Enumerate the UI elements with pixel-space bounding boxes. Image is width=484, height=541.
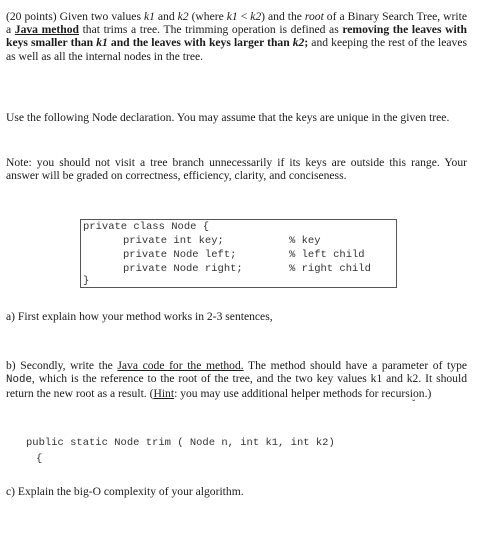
part-b-text: , which is the reference to the root of the tree, and the two key values k1 and k2. It should return the new root as a result. ( (6, 372, 467, 401)
bold-text: removing the leaves with keys smaller than (6, 23, 467, 50)
java-method-emphasis: Java method (14, 23, 79, 37)
java-code-emphasis: Java code for the method. (117, 359, 244, 372)
node-instructions: Use the following Node declaration. You may assume that the keys are unique in the given tree. (6, 111, 450, 124)
where-close-text: ) and the (261, 10, 305, 23)
trim-method-signature: public static Node trim ( Node n, int k1, int k2) (26, 437, 335, 449)
code-line: private Node left; (123, 249, 237, 261)
lt-text: < (237, 10, 251, 23)
bst-text: of a Binary Search Tree, write a (6, 10, 467, 37)
hint-word: Hint (153, 387, 175, 401)
part-b-text: The method should have a parameter of type (243, 359, 468, 372)
question-intro (6, 10, 467, 63)
code-comment: % key (289, 235, 321, 247)
cursor-mark-icon: ˇ (412, 399, 416, 410)
trims-text: that trims a tree. The trimming operation is defined as (78, 23, 343, 37)
code-comment: % right child (289, 263, 371, 275)
k2-var: k2 (250, 10, 262, 23)
code-line: private class Node { (83, 221, 210, 233)
code-line: private int key; (123, 235, 224, 247)
rest-text: and keeping the rest of the leaves as well as all the internal nodes in the tree. (6, 36, 468, 63)
node-declaration-code (80, 219, 397, 288)
code-line: } (83, 275, 90, 287)
bold-text: and the leaves with keys larger than (107, 36, 293, 50)
part-b-text: b) Secondly, write the (6, 359, 118, 372)
trim-open-brace: { (36, 453, 43, 465)
root-word: root (304, 10, 324, 23)
k2-var: k2 (292, 36, 305, 50)
node-type-word: Node (6, 374, 32, 387)
part-b-text: : you may use additional helper methods for recursion.) (174, 387, 432, 401)
code-line: private Node right; (123, 263, 243, 275)
part-b-prompt (6, 359, 467, 401)
k1-var: k1 (143, 10, 155, 23)
points-text: (20 points) Given two values (6, 10, 144, 23)
efficiency-note: Note: you should not visit a tree branch unnecessarily if its keys are outside this range. Your answer will be graded on correctness, efficiency, clarity, and conciseness. (6, 156, 467, 183)
part-a-prompt: a) First explain how your method works in 2-3 sentences, (6, 310, 273, 323)
where-text: (where (188, 10, 227, 23)
and-text: and (154, 10, 178, 23)
k1-var: k1 (96, 36, 108, 50)
k1-var: k1 (226, 10, 238, 23)
bold-text: ; (304, 36, 309, 50)
code-comment: % left child (289, 249, 365, 261)
k2-var: k2 (177, 10, 189, 23)
part-c-prompt: c) Explain the big-O complexity of your algorithm. (6, 485, 244, 498)
